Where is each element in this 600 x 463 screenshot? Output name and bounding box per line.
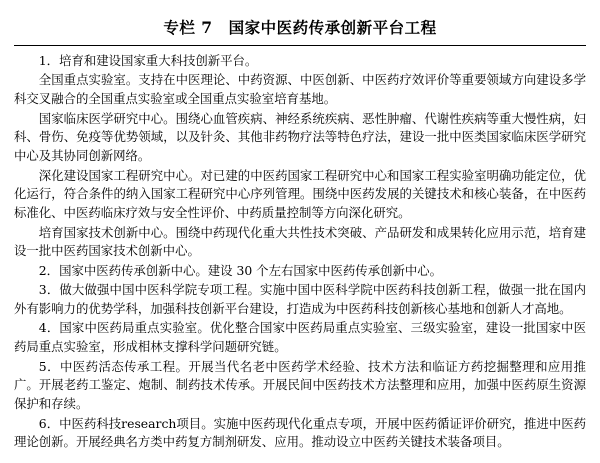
paragraph: 1．培育和建设国家重大科技创新平台。	[38, 53, 258, 68]
page-title	[14, 10, 586, 45]
paragraph: 培育国家技术创新中心。围绕中药现代化重大共性技术突破、产品研发和成果转化应用示范，培育建设一批中医药国家技术创新中心。	[14, 224, 586, 259]
paragraph: 4．国家中医药局重点实验室。优化整合国家中医药局重点实验室、三级实验室，建设一批国家中医药局重点实验室，形成相林支撑科学问题研究链。	[14, 320, 586, 355]
title-text: 国家中医药传承创新平台工程	[228, 18, 437, 37]
title-divider	[14, 45, 586, 46]
paragraph: 深化建设国家工程研究中心。对已建的中医药国家工程研究中心和国家工程实验室明确功能定位，优化运行，符合条件的纳入国家工程研究中心序列管理。围绕中医药发展的关键技术和核心装备，在中医药标准化、中医药临床疗效与安全性评价、中药质量控制等方向深化研究。	[14, 167, 586, 221]
paragraph: 3．做大做强中国中医科学院专项工程。实施中国中医科学院中医药科技创新工程，做强一批在国内外有影响力的优势学科，加强科技创新平台建设，打造成为中医药科技创新核心基地和创新人才高地。	[14, 282, 586, 316]
paragraph: 2．国家中医药传承创新中心。建设 30 个左右国家中医药传承创新中心。	[38, 262, 443, 278]
title-number: 专栏 7	[163, 18, 213, 37]
paragraph: 6．中医药科技research项目。实施中医药现代化重点专项，开展中医药循证评价研究，推进中医药理论创新。开展经典名方类中药复方制剂研发、应用。推动设立中医药关键技术装备项目。	[14, 415, 586, 450]
paragraph: 全国重点实验室。支持在中医理论、中药资源、中医创新、中医药疗效评价等重要领域方向建设多学科交叉融合的全国重点实验室或全国重点实验室培育基地。	[14, 72, 586, 107]
document-body	[14, 52, 586, 452]
paragraph: 国家临床医学研究中心。围绕心血管疾病、神经系统疾病、恶性肿瘤、代谢性疾病等重大慢性病，妇科、骨伤、免疫等优势领域，以及针灸、其他非药物疗法等特色疗法，建设一批中医类国家临床医学研究中心及其协同创新网络。	[14, 110, 586, 164]
paragraph: 5．中医药活态传承工程。开展当代名老中医药学术经验、技术方法和临证方药挖掘整理和应用推广。开展老药工鉴定、炮制、制药技术传承。开展民间中医药技术方法整理和应用，加强中医药原生资源保护和存续。	[14, 358, 586, 412]
